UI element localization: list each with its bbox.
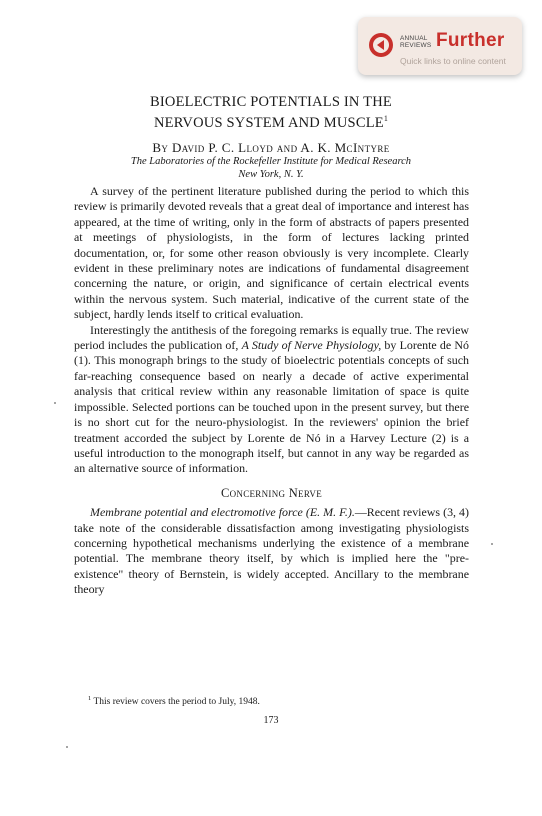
article-body [74,184,469,598]
scan-speck [66,746,68,748]
paragraph-3: Membrane potential and electromotive force (E. M. F.).—Recent reviews (3, 4) take note of the considerable dissatisfaction among investigating physiologists concerning hypothetical mechanisms underlying the existence of a membrane potential. The membrane theory itself, by which is implied here the "pre-existence" theory of Bernstein, is widely accepted. Ancillary to the membrane theory [74,505,470,597]
page-number: 173 [263,715,279,726]
book-title: A Study of Nerve Physiology, [241,338,382,353]
banner-further-word: Further [436,30,505,51]
scan-speck [54,402,56,404]
affiliation-line-2: New York, N. Y. [238,169,304,180]
section-heading: Concerning Nerve [220,485,323,500]
authors: By David P. C. Lloyd and A. K. McIntyre [152,140,390,155]
banner-annual-reviews: ANNUAL REVIEWS [400,35,432,49]
article-title-line-2: NERVOUS SYSTEM AND MUSCLE$^1$ [153,114,389,131]
article-title-line-1: BIOELECTRIC POTENTIALS IN THE [150,94,392,110]
banner-subtitle: Quick links to online content [400,56,506,66]
subsection-heading: Membrane potential and electromotive force (E. M. F.). [90,505,355,520]
title-footnote-mark: 1 [383,114,389,123]
footnote: $^1$ This review covers the period to July, 1948. [88,695,260,708]
further-banner[interactable] [358,17,522,75]
affiliation-line-1: The Laboratories of the Rockefeller Institute for Medical Research [130,156,412,167]
annual-reviews-logo-icon [368,32,394,58]
paragraph-2: Interestingly the antithesis of the foregoing remarks is equally true. The review period includes the publication of, A Study of Nerve Physiology, by Lorente de Nó (1). This monograph brings to the study of bioelectric potentials concepts of such far-reaching consequence based on nearly a decade of active experimental analysis that critical review within any reasonable limitation of space is quite impossible. Selected portions can be touched upon in the present survey, but there is no short cut for the neuro-physiologist. In the reviewers' opinion the brief treatment accorded the subject by Lorente de Nó in a Harvey Lecture (2) is a useful introduction to the monograph itself, but cannot in any way be regarded as an alternative source of information. [74,322,469,476]
paragraph-1: A survey of the pertinent literature published during the period to which this review is primarily devoted reveals that a great deal of importance and interest has appeared, at the time of writing, only in the form of abstracts of papers presented at meetings of physiologists, in the form of lectures lacking printed documentation, or, for some other reason obviously is very incomplete. Clearly evident in these preliminary notes are indications of fundamental disagreement concerning the nature, or origin, and significance of certain electrical events within the nervous system. Such material, indicative of the current state of the subject, hardly lends itself to critical evaluation. [74,184,469,322]
scan-speck [491,543,493,545]
